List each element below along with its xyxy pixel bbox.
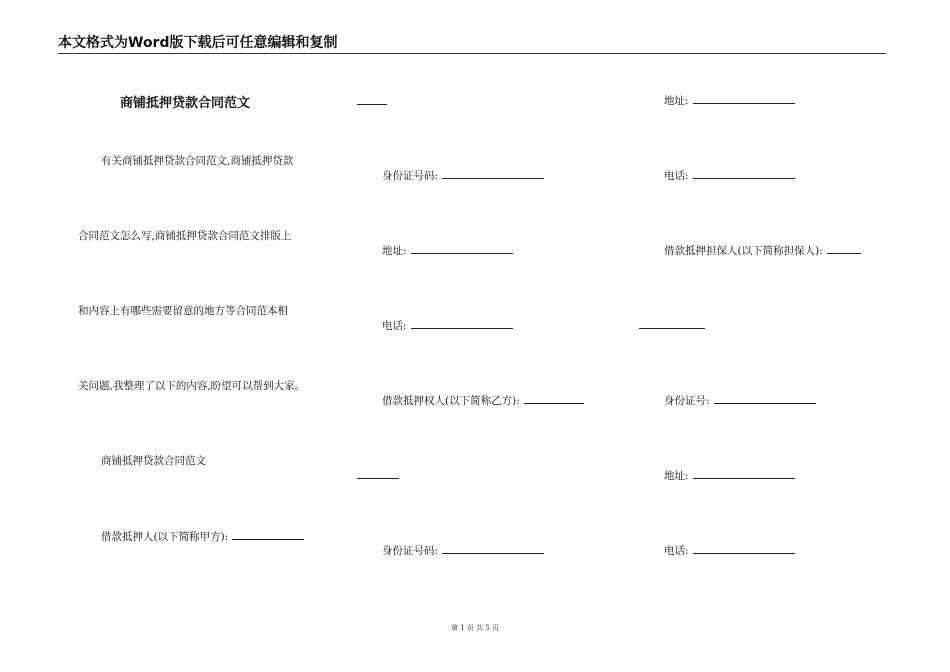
blank-line: [357, 104, 387, 105]
address-field-2: [664, 93, 795, 108]
lender-label: 借款抵押权人(以下简称乙方):: [382, 395, 520, 407]
borrower-blank: [232, 529, 304, 540]
phone-label-3: 电话:: [664, 545, 689, 557]
address-field-1: [382, 243, 513, 258]
address-blank-3: [693, 468, 795, 479]
phone-blank-2: [693, 168, 795, 179]
section-heading: 商铺抵押贷款合同范文: [101, 455, 206, 467]
blank-line: [639, 328, 705, 329]
id-label-2: 身份证号码:: [382, 545, 439, 557]
id-field-2: [382, 543, 544, 558]
id-blank-1: [442, 168, 544, 179]
lender-field: [382, 393, 584, 408]
phone-field-2: [664, 168, 795, 183]
blank-line: [357, 478, 399, 479]
id-blank-2: [442, 543, 544, 554]
borrower-field: [101, 529, 304, 544]
id-field-1: [382, 168, 544, 183]
phone-blank-3: [693, 543, 795, 554]
intro-line-3: 和内容上有哪些需要留意的地方等合同范本相: [78, 305, 288, 317]
document-title: 商铺抵押贷款合同范文: [120, 96, 251, 111]
phone-label-2: 电话:: [664, 170, 689, 182]
guarantor-id-blank: [714, 393, 816, 404]
address-blank-1: [411, 243, 513, 254]
header-divider: [58, 53, 886, 54]
page-footer: 第 1 页 共 5 页: [450, 624, 500, 632]
id-label-1: 身份证号码:: [382, 170, 439, 182]
address-label-1: 地址:: [382, 245, 407, 257]
guarantor-id-label: 身份证号:: [664, 395, 710, 407]
lender-blank: [524, 393, 584, 404]
intro-line-4: 关问题,我整理了以下的内容,盼望可以帮到大家。: [78, 380, 306, 392]
phone-blank-1: [411, 318, 513, 329]
intro-line-1: 有关商铺抵押贷款合同范文,商铺抵押贷款: [101, 155, 294, 167]
borrower-label: 借款抵押人(以下简称甲方):: [101, 531, 229, 543]
phone-field-3: [664, 543, 795, 558]
guarantor-label: 借款抵押担保人(以下简称担保人):: [664, 245, 823, 257]
guarantor-field: [664, 243, 861, 258]
address-field-3: [664, 468, 795, 483]
address-label-3: 地址:: [664, 470, 689, 482]
phone-field-1: [382, 318, 513, 333]
phone-label-1: 电话:: [382, 320, 407, 332]
address-label-2: 地址:: [664, 95, 689, 107]
guarantor-blank: [827, 243, 861, 254]
page-header: 本文格式为Word版下载后可任意编辑和复制: [58, 35, 338, 51]
intro-line-2: 合同范文怎么写,商铺抵押贷款合同范文排版上: [78, 230, 292, 242]
guarantor-id-field: [664, 393, 816, 408]
address-blank-2: [693, 93, 795, 104]
